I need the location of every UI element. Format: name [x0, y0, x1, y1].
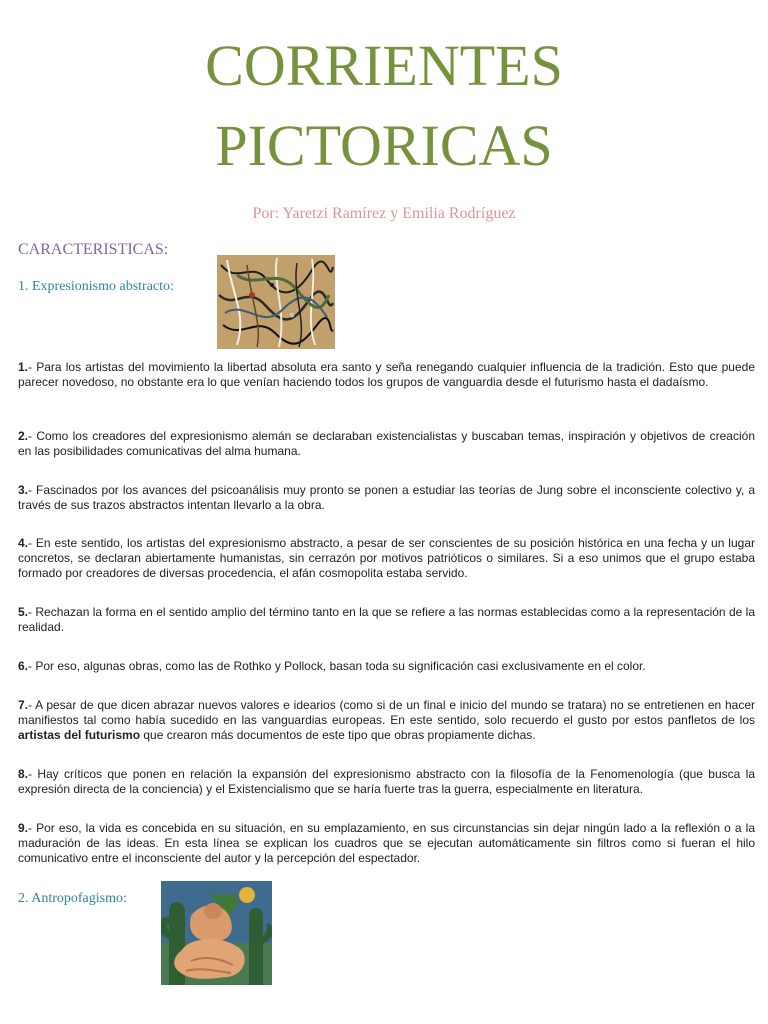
paragraph-text: - En este sentido, los artistas del expresionismo abstracto, a pesar de ser conscientes de su posición histórica en una fecha y un lugar concretos, se declaran abiertamente humanistas, sin cerrazón por motivos patrióticos o similares. Si a eso unimos que el grupo estaba formado por creadores de diversas procedencia, el afán cosmopolita estaba servido. [18, 536, 755, 580]
paragraph-2 [18, 429, 755, 459]
paragraph-text: - A pesar de que dicen abrazar nuevos valores e idearios (como si de un final e inicio del mundo se tratara) no se entretienen en hacer manifiestos tal como había sucedido en las vanguardias europeas. En este sentido, solo recuerdo el gusto por estos panfletos de los [18, 698, 755, 727]
title-line-1: CORRIENTES [205, 33, 563, 98]
paragraph-text: - Para los artistas del movimiento la libertad absoluta era santo y seña renegando cualquier influencia de la tradición. Esto que puede parecer novedoso, no obstante era lo que venían haciendo todos los grupos de vanguardia desde el futurismo hasta el dadaísmo. [18, 360, 755, 389]
paragraph-number: 6. [18, 659, 29, 673]
paragraph-number: 1. [18, 360, 29, 374]
paragraph-7 [18, 698, 755, 743]
paragraph-1 [18, 360, 755, 390]
paragraph-number: 5. [18, 605, 29, 619]
paragraph-text: - Por eso, algunas obras, como las de Rothko y Pollock, basan toda su significación casi exclusivamente en el color. [28, 659, 646, 673]
paragraph-number: 7. [18, 698, 29, 712]
paragraph-number: 9. [18, 821, 29, 835]
paragraph-text: - Hay críticos que ponen en relación la expansión del expresionismo abstracto con la filosofía de la Fenomenología (que busca la expresión directa de la conciencia) y el Existencialismo que se haría fuerte tras la guerra, especialmente en literatura. [18, 767, 755, 796]
paragraph-8 [18, 767, 755, 797]
paragraph-number: 3. [18, 483, 29, 497]
paragraph-bold-text: artistas del futurismo [18, 728, 141, 742]
authors-line: Por: Yaretzi Ramírez y Emilia Rodríguez [252, 205, 516, 222]
title-line-2: PICTORICAS [215, 113, 553, 178]
movement-label-expresionismo: 1. Expresionismo abstracto: [18, 279, 174, 294]
paragraph-3 [18, 483, 755, 513]
paragraph-6 [18, 659, 755, 674]
paragraph-text: - Rechazan la forma en el sentido amplio del término tanto en la que se refiere a las normas establecidas como a la representación de la realidad. [18, 605, 755, 634]
movement-label-antropofagismo: 2. Antropofagismo: [18, 891, 127, 906]
section-heading: CARACTERISTICAS: [18, 241, 169, 258]
paragraph-text: - Por eso, la vida es concebida en su situación, en su emplazamiento, en sus circunstancias sin dejar ningún lado a la reflexión o a la maduración de las ideas. En esta línea se explican los cuadros que se ejecutan automáticamente sin filtros como si fueran el hilo comunicativo entre el inconsciente del autor y la percepción del espectador. [18, 821, 755, 865]
paragraph-number: 2. [18, 429, 29, 443]
antropofagia-painting-image [161, 881, 272, 985]
paragraph-number: 4. [18, 536, 29, 550]
paragraph-4 [18, 536, 755, 581]
paragraph-5 [18, 605, 755, 635]
paragraph-text: - Fascinados por los avances del psicoanálisis muy pronto se ponen a estudiar las teorías de Jung sobre el inconsciente colectivo y, a través de sus trazos abstractos intentan llevarlo a la obra. [18, 483, 755, 512]
paragraph-number: 8. [18, 767, 29, 781]
paragraph-text: - Como los creadores del expresionismo alemán se declaraban existencialistas y buscaban temas, inspiración y objetivos de creación en las posibilidades comunicativas del alma humana. [18, 429, 755, 458]
paragraph-text: que crearon más documentos de este tipo que obras propiamente dichas. [140, 728, 536, 742]
abstract-painting-image [217, 255, 335, 349]
paragraph-9 [18, 821, 755, 866]
